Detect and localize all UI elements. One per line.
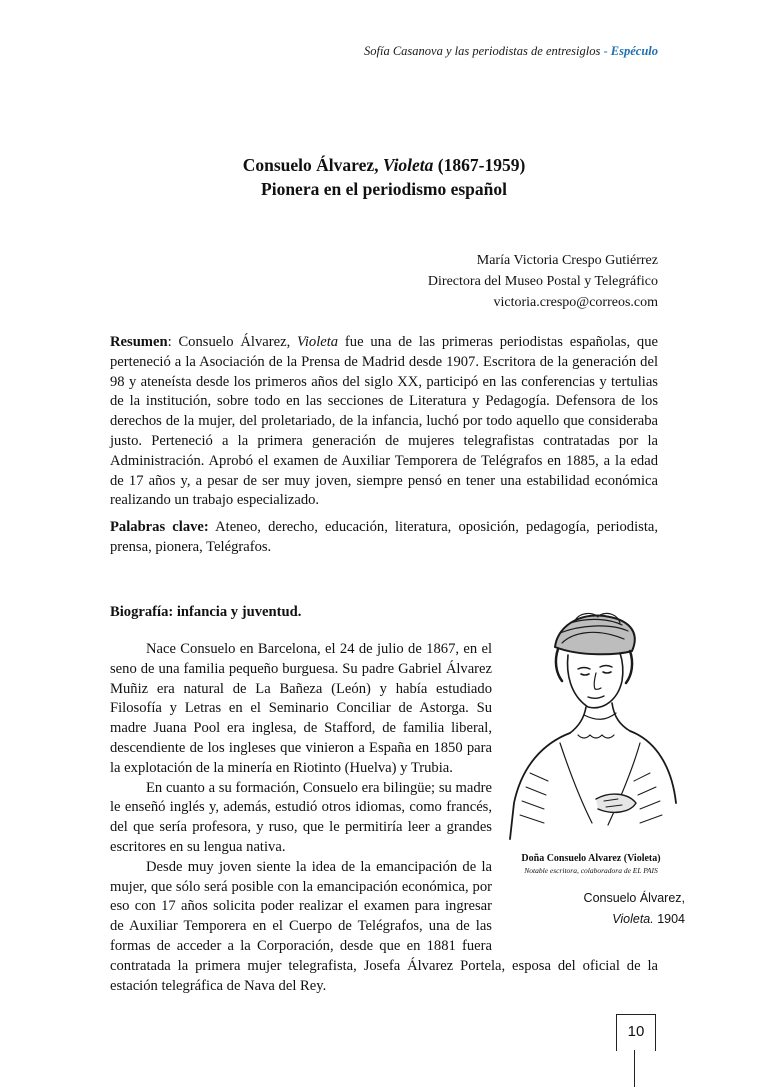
abstract-pseudonym: Violeta [297, 334, 339, 350]
figure-caption-year: 1904 [653, 912, 685, 926]
keywords-label: Palabras clave: [110, 519, 209, 535]
title-pseudonym: Violeta [382, 155, 434, 175]
figure-caption-line-2 [540, 909, 685, 930]
author-block [428, 250, 658, 313]
portrait-engraving [500, 603, 682, 883]
paragraph-3: Desde muy joven siente la idea de la emancipación de la mujer, que sólo será posible con la emancipación económica, por eso con 17 años solicita poder realizar el examen para ingresar de Auxiliar Temporera en el Cuerpo de Telégrafos, una de las formas de acceder a la Corporación, desde que en 1881 fuera contratada la primera mujer telegrafista, Josefa Álvarez Portela, esposa del oficial de la estación telegráfica de Nava del Rey. [110, 858, 658, 994]
journal-name: Espéculo [610, 44, 658, 58]
running-head-separator: - [600, 44, 611, 58]
abstract-text-2: fue una de las primeras periodistas españolas, que perteneció a la Asociación de la Prensa de Madrid desde 1907. Escritora de la generación del 98 y ateneísta desde los primeros años del siglo XX, participó en las conferencias y tertulias de la institución, sobre todo en las secciones de Literatura y Pedagogía. Defensora de los derechos de la mujer, del proletariado, de la infancia, luchó por todo aquello que consideraba justo. Perteneció a la primera generación de mujeres telegrafistas contratadas por la Administración. Aprobó el examen de Auxiliar Temporera de Telégrafos en 1885, a la edad de 17 años y, a pesar de ser muy joven, siempre pensó en tener una estabilidad económica realizando un trabajo especializado. [110, 334, 659, 509]
title-years: (1867-1959) [433, 155, 526, 175]
abstract-text-1: : Consuelo Álvarez, [167, 334, 298, 350]
author-name: María Victoria Crespo Gutiérrez [476, 253, 658, 268]
keywords [110, 518, 658, 558]
section-heading: Biografía: infancia y juventud. [110, 604, 302, 620]
figure-caption-title: Violeta. [612, 912, 654, 926]
author-email: victoria.crespo@correos.com [493, 295, 658, 310]
running-head-title: Sofía Casanova y las periodistas de entresiglos [364, 44, 601, 58]
title-subtitle: Pionera en el periodismo español [261, 179, 507, 199]
paragraph-2: En cuanto a su formación, Consuelo era bilingüe; su madre le enseñó inglés y, además, estudió otros idiomas, como francés, del que sería profesora, y ruso, que le permitiría leer a grandes escritores en su lengua nativa. [110, 779, 492, 855]
title-line-1 [110, 153, 658, 177]
author-affiliation: Directora del Museo Postal y Telegráfico [427, 274, 658, 289]
figure-caption [540, 888, 685, 930]
page-number: 10 [616, 1014, 656, 1051]
engraving-caption-2: Notable escritora, colaboradora de EL PAIS [524, 866, 658, 875]
engraving-caption-1: Doña Consuelo Alvarez (Violeta) [521, 853, 661, 864]
abstract [110, 333, 658, 511]
abstract-label: Resumen [110, 334, 168, 350]
keywords-text: Ateneo, derecho, educación, literatura, oposición, pedagogía, periodista, prensa, pionera, Telégrafos. [110, 519, 659, 555]
page-number-rule [634, 1050, 635, 1087]
running-head [364, 44, 658, 59]
title-name: Consuelo Álvarez, [242, 155, 383, 175]
paragraph-1: Nace Consuelo en Barcelona, el 24 de julio de 1867, en el seno de una familia pequeño burguesa. Su padre Gabriel Álvarez Muñiz era natural de La Bañeza (León) y había estudiado Filosofía y Letras en el Seminario Conciliar de Astorga. Su madre Juana Pool era inglesa, de Stafford, de familia liberal, descendiente de los ingleses que vinieron a España en 1850 para la explotación de la minería en Riotinto (Huelva) y Trubia. [110, 641, 492, 776]
article-title [110, 153, 658, 201]
figure-caption-name: Consuelo Álvarez, [583, 891, 685, 905]
